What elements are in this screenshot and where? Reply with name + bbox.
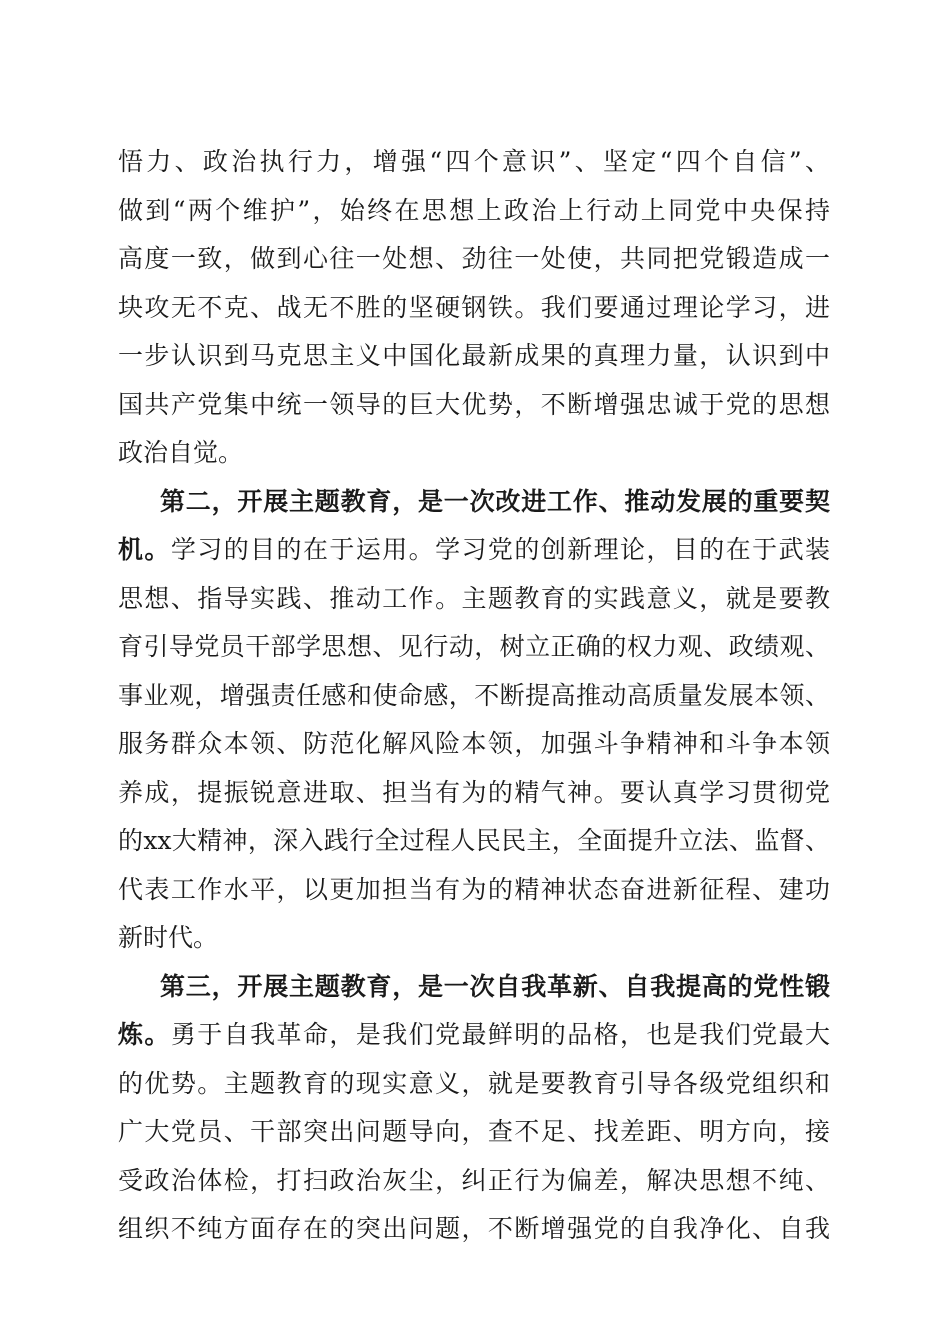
document-body [118, 138, 830, 1254]
paragraph-2 [118, 478, 830, 963]
text-line: 做到“两个维护”，始终在思想上政治上行动上同党中央保持 [118, 195, 830, 225]
text-line: 新时代。 [118, 923, 219, 952]
text-line: 的优势。主题教育的现实意义，就是要教育引导各级党组织和 [118, 1068, 830, 1098]
text-line: 育引导党员干部学思想、见行动，树立正确的权力观、政绩观、 [118, 632, 830, 661]
paragraph-heading: 第二，开展主题教育，是一次改进工作、推动发展的重要契 [160, 486, 830, 516]
paragraph-3 [118, 963, 830, 1254]
text-line: 服务群众本领、防范化解风险本领，加强斗争精神和斗争本领 [118, 729, 830, 758]
text-run: 学习的目的在于运用。学习党的创新理论，目的在于武装 [170, 535, 830, 564]
text-line: 政治自觉。 [118, 438, 244, 467]
text-line: 广大党员、干部突出问题导向，查不足、找差距、明方向，接 [118, 1117, 830, 1146]
text-line [118, 1011, 830, 1060]
text-line: 悟力、政治执行力，增强“四个意识”、坚定“四个自信”、 [118, 147, 830, 176]
text-line: 思想、指导实践、推动工作。主题教育的实践意义，就是要教 [118, 583, 830, 613]
text-line: 高度一致，做到心往一处想、劲往一处使，共同把党锻造成一 [118, 244, 830, 273]
text-line: 事业观，增强责任感和使命感，不断提高推动高质量发展本领、 [118, 680, 830, 710]
paragraph-heading-end: 机。 [118, 535, 171, 564]
text-line: 国共产党集中统一领导的巨大优势，不断增强忠诚于党的思想 [118, 389, 830, 419]
text-line: 代表工作水平，以更加担当有为的精神状态奋进新征程、建功 [118, 874, 830, 904]
text-line: 受政治体检，打扫政治灰尘，纠正行为偏差，解决思想不纯、 [118, 1165, 830, 1195]
text-line: 块攻无不克、战无不胜的坚硬钢铁。我们要通过理论学习，进 [118, 292, 830, 322]
text-line: 的xx大精神，深入践行全过程人民民主，全面提升立法、监督、 [118, 826, 830, 855]
text-line: 一步认识到马克思主义中国化最新成果的真理力量，认识到中 [118, 341, 830, 370]
paragraph-heading: 第三，开展主题教育，是一次自我革新、自我提高的党性锻 [160, 971, 830, 1001]
text-run: 勇于自我革命，是我们党最鲜明的品格，也是我们党最大 [170, 1020, 830, 1049]
paragraph-heading-end: 炼。 [118, 1020, 171, 1049]
paragraph-1 [118, 138, 830, 478]
text-line: 组织不纯方面存在的突出问题，不断增强党的自我净化、自我 [118, 1214, 830, 1243]
text-line [118, 526, 830, 575]
text-line: 养成，提振锐意进取、担当有为的精气神。要认真学习贯彻党 [118, 777, 830, 807]
